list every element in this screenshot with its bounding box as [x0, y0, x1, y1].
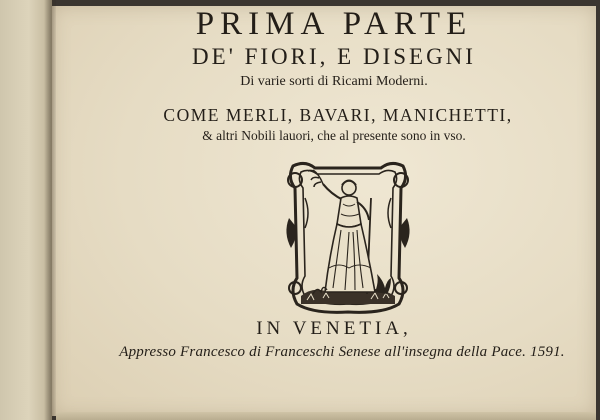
- book-gutter: [44, 0, 56, 420]
- heading-2: COME MERLI, BAVARI, MANICHETTI,: [163, 105, 513, 125]
- heading-2-continuation: & altri Nobili lauori, che al presente sono in vso.: [202, 128, 466, 143]
- subtitle: Di varie sorti di Ricami Moderni.: [240, 74, 428, 89]
- imprint-line: Appresso Francesco di Franceschi Senese all'insegna della Pace. 1591.: [119, 344, 565, 360]
- title-line-1: PRIMA PARTE: [195, 6, 473, 42]
- title-line-2: DE' FIORI, E DISEGNI: [192, 44, 476, 69]
- page-edge-bottom: [56, 412, 596, 420]
- place-of-publication: IN VENETIA,: [256, 318, 412, 339]
- woodcut-allegory-of-peace-icon: [283, 158, 413, 316]
